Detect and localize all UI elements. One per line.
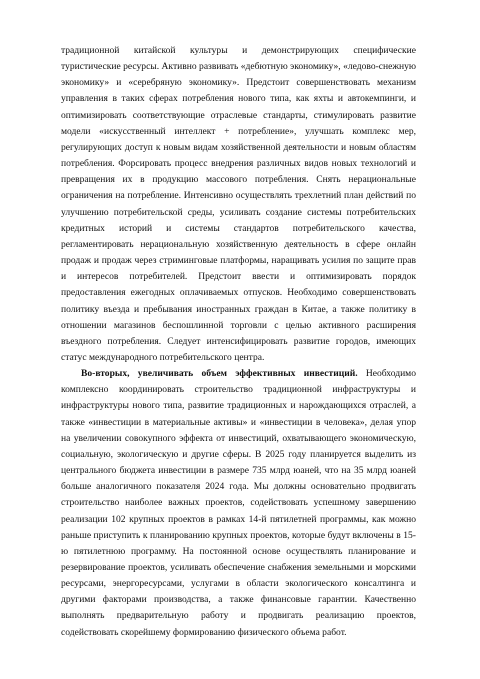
- paragraph-investment: [61, 366, 416, 641]
- paragraph-consumption: [61, 43, 416, 366]
- document-body: [61, 43, 416, 641]
- paragraph-heading: Во-вторых, увеличивать объем эффективных инвестиций.: [81, 368, 358, 380]
- paragraph-text: Необходимо комплексно координировать строительство традиционной инфраструктуры и инфраструктуры нового типа, развитие традиционных и нарождающихся отраслей, а также «инвестиции в материальные активы» и «инвестиции в человека», делая упор на увеличении совокупного эффекта от инвестиций, охватывающего экономическую, социальную, экологическую и другие сферы. В 2025 году планируется выделить из центрального бюджета инвестиции в размере 735 млрд юаней, что на 35 млрд юаней больше аналогичного показателя 2024 года. Мы должны основательно продвигать строительство наиболее важных проектов, содействовать успешному завершению реализации 102 крупных проектов в рамках 14-й пятилетней программы, как можно раньше приступить к планированию крупных проектов, которые будут включены в 15-ю пятилетнюю программу. На постоянной основе осуществлять планирование и резервирование проектов, усиливать обеспечение снабжения земельными и морскими ресурсами, энергоресурсами, услугами в области экологического консалтинга и другими факторами производства, а также финансовые гарантии. Качественно выполнять предварительную работу и продвигать реализацию проектов, содействовать скорейшему формированию физического объема работ.: [61, 368, 416, 638]
- paragraph-text: традиционной китайской культуры и демонстрирующих специфические туристические ресурсы. Активно развивать «дебютную экономику», «ледово-снежную экономику» и «серебряную экономику». Предстоит совершенствовать механизм управления в таких сферах потребления нового типа, как яхты и автокемпинги, и оптимизировать соответствующие отраслевые стандарты, стимулировать развитие модели «искусственный интеллект + потребление», улучшать комплекс мер, регулирующих доступ к новым видам хозяйственной деятельности и новым областям потребления. Форсировать процесс внедрения различных видов новых технологий и превращения их в продукцию массового потребления. Снять нерациональные ограничения на потребление. Интенсивно осуществлять трехлетний план действий по улучшению потребительской среды, усиливать создание системы потребительских кредитных историй и системы стандартов потребительского качества, регламентировать нерациональную хозяйственную деятельность в сфере онлайн продаж и продаж через стриминговые платформы, наращивать усилия по защите прав и интересов потребителей. Предстоит ввести и оптимизировать порядок предоставления ежегодных оплачиваемых отпусков. Необходимо совершенствовать политику въезда и пребывания иностранных граждан в Китае, а также политику в отношении магазинов беспошлинной торговли с целью активного расширения въездного потребления. Следует интенсифицировать развитие городов, имеющих статус международного потребительского центра.: [61, 45, 416, 363]
